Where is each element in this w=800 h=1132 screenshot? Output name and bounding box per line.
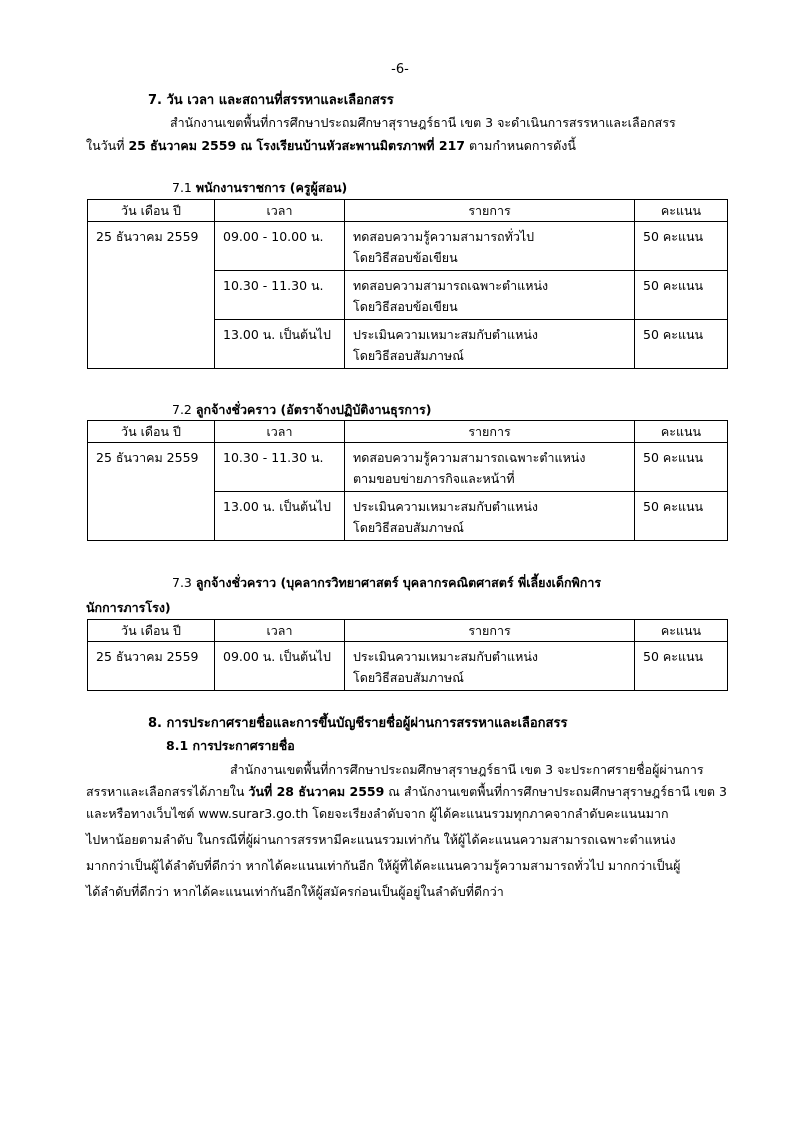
schedule-table-72 [87,420,728,541]
sec8-line2 [86,782,727,802]
table-header-row [88,421,728,443]
time-cell: 09.00 น. เป็นต้นไป [215,642,345,691]
item-line: ทดสอบความรู้ความสามารถเฉพาะตำแหน่ง [353,450,586,465]
sub71-number: 7.1 [172,180,192,195]
schedule-table-73 [87,619,728,691]
header-score: คะแนน [635,620,728,642]
table-row [88,642,728,691]
item-cell [345,222,635,271]
section7-intro-line1: สำนักงานเขตพื้นที่การศึกษาประถมศึกษาสุราษฎร์ธานี เขต 3 จะดำเนินการสรรหาและเลือกสรร [170,115,676,130]
time-cell: 10.30 - 11.30 น. [215,271,345,320]
item-cell [345,642,635,691]
line2-prefix: สรรหาและเลือกสรรได้ภายใน [86,784,249,799]
item-line: ประเมินความเหมาะสมกับตำแหน่ง [353,499,538,514]
score-cell: 50 คะแนน [635,492,728,541]
table-header-row [88,620,728,642]
sub73-text: ลูกจ้างชั่วคราว (บุคลากรวิทยาศาสตร์ บุคลากรคณิตศาสตร์ พี่เลี้ยงเด็กพิการ [195,575,602,590]
sub72-title [172,400,431,420]
sec8-line6: ได้ลำดับที่ดีกว่า หากได้คะแนนเท่ากันอีกให้ผู้สมัครก่อนเป็นผู้อยู่ในลำดับที่ดีกว่า [86,884,504,899]
sec8-line4: ไปหาน้อยตามลำดับ ในกรณีที่ผู้ผ่านการสรรหามีคะแนนรวมเท่ากัน ให้ผู้ได้คะแนนความสามารถเฉพาะตำแหน่ง [86,832,676,847]
table-header-row [88,200,728,222]
section8-heading: 8. การประกาศรายชื่อและการขึ้นบัญชีรายชื่อผู้ผ่านการสรรหาและเลือกสรร [148,716,568,731]
item-cell [345,492,635,541]
table-row [88,443,728,492]
time-cell: 09.00 - 10.00 น. [215,222,345,271]
page-number: -6- [391,62,409,77]
item-cell [345,320,635,369]
sub81-heading: 8.1 การประกาศรายชื่อ [166,738,295,753]
item-cell [345,443,635,492]
item-line: ทดสอบความรู้ความสามารถทั่วไป [353,229,535,244]
sec8-line3: และหรือทางเว็บไซต์ www.surar3.go.th โดยจะเรียงลำดับจาก ผู้ได้คะแนนรวมทุกภาคจากลำดับคะแนนมาก [86,806,669,821]
header-item: รายการ [345,421,635,443]
header-date: วัน เดือน ปี [88,620,215,642]
sub72-text: ลูกจ้างชั่วคราว (อัตราจ้างปฏิบัติงานธุรการ) [195,402,432,417]
header-time: เวลา [215,620,345,642]
header-date: วัน เดือน ปี [88,421,215,443]
time-cell: 13.00 น. เป็นต้นไป [215,492,345,541]
sub71-title [172,178,347,198]
intro-prefix: ในวันที่ [86,138,129,153]
intro-date-venue: 25 ธันวาคม 2559 ณ โรงเรียนบ้านหัวสะพานมิตรภาพที่ 217 [128,138,465,153]
score-cell: 50 คะแนน [635,320,728,369]
item-line: ประเมินความเหมาะสมกับตำแหน่ง [353,649,538,664]
header-item: รายการ [345,200,635,222]
sec8-line5: มากกว่าเป็นผู้ได้ลำดับที่ดีกว่า หากได้คะแนนเท่ากันอีก ให้ผู้ที่ได้คะแนนความรู้ความสามารถทั่วไป มากกว่าเป็นผู้ [86,858,681,873]
header-date: วัน เดือน ปี [88,200,215,222]
time-cell: 13.00 น. เป็นต้นไป [215,320,345,369]
item-line: ประเมินความเหมาะสมกับตำแหน่ง [353,327,538,342]
sub73-title-line1 [172,573,601,593]
time-cell: 10.30 - 11.30 น. [215,443,345,492]
schedule-table-71 [87,199,728,369]
score-cell: 50 คะแนน [635,642,728,691]
section7-heading: 7. วัน เวลา และสถานที่สรรหาและเลือกสรร [148,93,394,108]
date-cell: 25 ธันวาคม 2559 [88,222,215,369]
header-score: คะแนน [635,421,728,443]
item-line: ตามขอบข่ายภารกิจและหน้าที่ [353,471,515,486]
header-time: เวลา [215,421,345,443]
item-line: โดยวิธีสอบข้อเขียน [353,250,458,265]
item-line: โดยวิธีสอบสัมภาษณ์ [353,348,464,363]
sub72-number: 7.2 [172,402,192,417]
line2-suffix: ณ สำนักงานเขตพื้นที่การศึกษาประถมศึกษาสุราษฎร์ธานี เขต 3 [384,784,727,799]
date-cell: 25 ธันวาคม 2559 [88,642,215,691]
announce-date: วันที่ 28 ธันวาคม 2559 [248,784,385,799]
item-line: โดยวิธีสอบสัมภาษณ์ [353,520,464,535]
header-time: เวลา [215,200,345,222]
sub71-text: พนักงานราชการ (ครูผู้สอน) [195,180,348,195]
sub73-title-line2: นักการภารโรง) [86,600,171,615]
header-score: คะแนน [635,200,728,222]
item-line: ทดสอบความสามารถเฉพาะตำแหน่ง [353,278,549,293]
sec8-line1: สำนักงานเขตพื้นที่การศึกษาประถมศึกษาสุราษฎร์ธานี เขต 3 จะประกาศรายชื่อผู้ผ่านการ [230,762,704,777]
date-cell: 25 ธันวาคม 2559 [88,443,215,541]
item-line: โดยวิธีสอบสัมภาษณ์ [353,670,464,685]
header-item: รายการ [345,620,635,642]
item-cell [345,271,635,320]
section7-intro-line2 [86,136,576,156]
intro-suffix: ตามกำหนดการดังนี้ [465,138,576,153]
score-cell: 50 คะแนน [635,271,728,320]
score-cell: 50 คะแนน [635,443,728,492]
item-line: โดยวิธีสอบข้อเขียน [353,299,458,314]
score-cell: 50 คะแนน [635,222,728,271]
table-row [88,222,728,271]
sub73-number: 7.3 [172,575,192,590]
